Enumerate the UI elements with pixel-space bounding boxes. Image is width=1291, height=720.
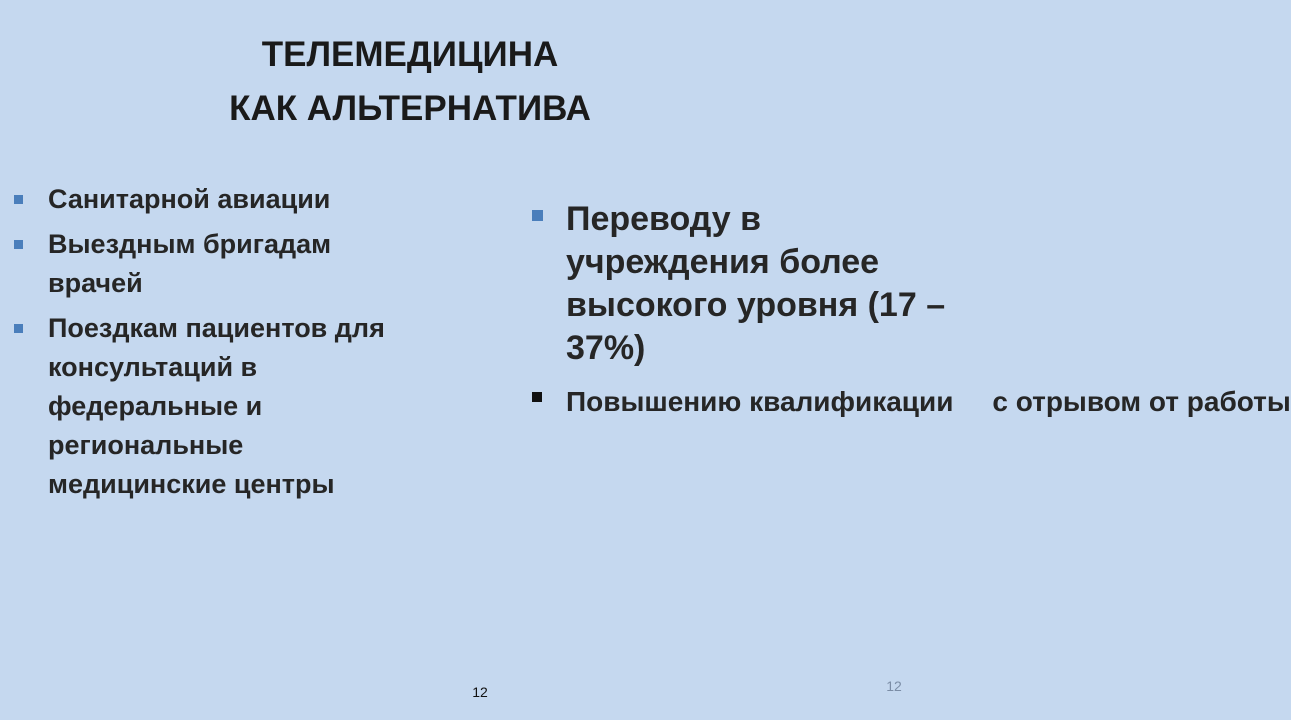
list-item-text: Поездкам пациентов для консультаций в федеральные и региональные медицинские центры: [48, 313, 385, 499]
square-bullet-icon: [532, 392, 542, 402]
list-item: [12, 225, 412, 303]
square-bullet-icon: [532, 210, 543, 221]
list-item: [530, 384, 1291, 419]
title-line-1: ТЕЛЕМЕДИЦИНА: [261, 35, 559, 74]
square-bullet-icon: [14, 240, 23, 249]
slide-number: 12: [886, 678, 902, 694]
square-bullet-icon: [14, 324, 23, 333]
title-line-2: КАК АЛЬТЕРНАТИВА: [229, 89, 591, 128]
list-item-text: Повышению квалификации с отрывом от работы: [566, 386, 1291, 417]
list-item: [12, 180, 412, 219]
footer-page-number: 12: [472, 684, 488, 700]
square-bullet-icon: [14, 195, 23, 204]
list-item-text: Санитарной авиации: [48, 184, 331, 214]
list-item-text: Выездным бригадам врачей: [48, 229, 332, 298]
left-bullet-list: [12, 180, 412, 510]
slide-title: [150, 28, 670, 136]
list-item: [530, 198, 950, 370]
right-bullet-list: [530, 198, 1291, 419]
list-item: [12, 309, 412, 504]
list-item-text: Переводу в учреждения более высокого уровня (17 – 37%): [566, 200, 946, 367]
